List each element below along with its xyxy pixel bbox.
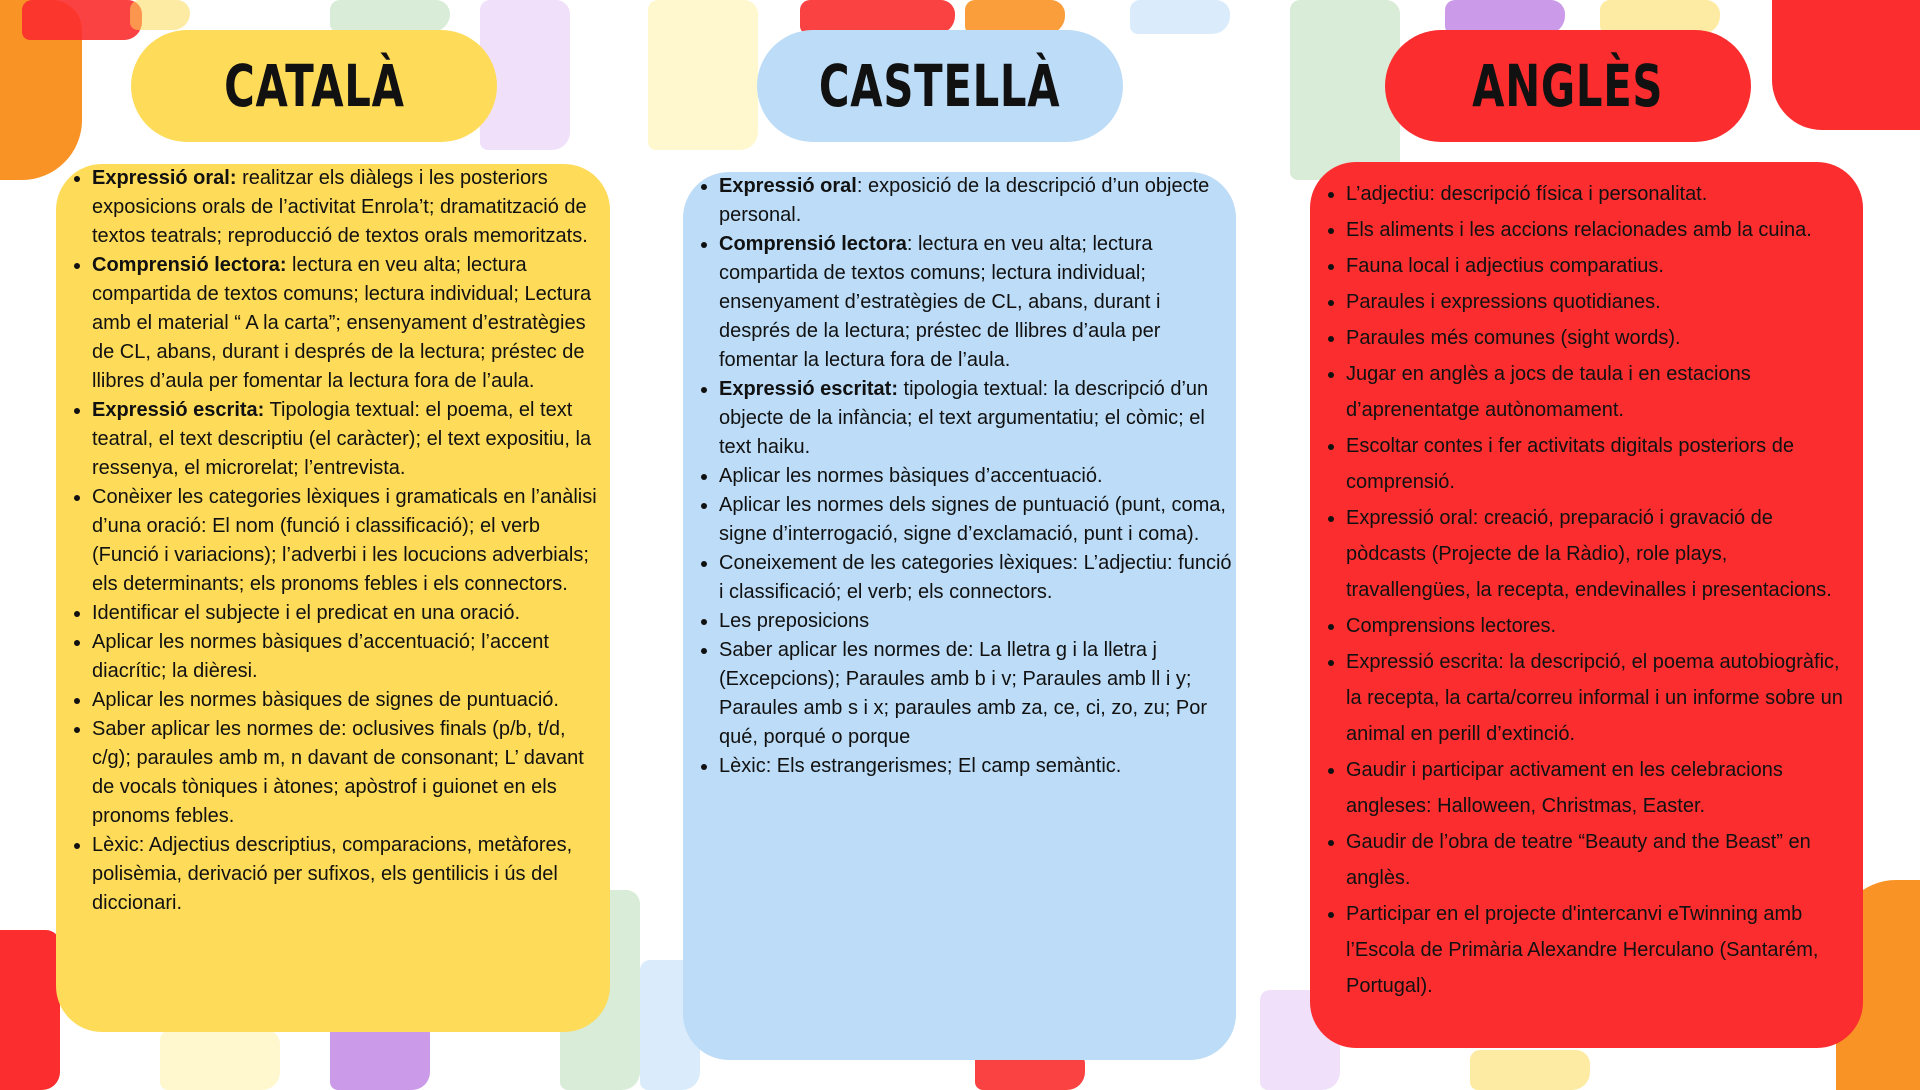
paint-stroke-red-topleft <box>22 0 142 40</box>
title-angles: ANGLÈS <box>1472 52 1664 120</box>
list-item <box>92 686 600 715</box>
panel-castella <box>683 172 1236 1060</box>
list-item <box>1346 824 1855 896</box>
item-text: Gaudir de l’obra de teatre “Beauty and the Beast” en anglès. <box>1346 831 1811 889</box>
list-item <box>92 483 600 599</box>
item-text: Identificar el subjecte i el predicat en una oració. <box>92 602 521 624</box>
list-item <box>1346 644 1855 752</box>
paint-stroke-green-top <box>330 0 450 32</box>
panel-angles <box>1310 162 1863 1048</box>
list-item <box>92 251 600 396</box>
list-item <box>1346 428 1855 500</box>
list-castella <box>683 172 1236 781</box>
item-text: Expressió escrita: la descripció, el poema autobiogràfic, la recepta, la carta/correu informal i un informe sobre un animal en perill d’extinció. <box>1346 651 1843 745</box>
paint-stroke-yellow-mid <box>648 0 758 150</box>
item-text: Lèxic: Els estrangerismes; El camp semàntic. <box>719 755 1122 777</box>
item-text: Els aliments i les accions relacionades amb la cuina. <box>1346 219 1812 241</box>
title-catala: CATALÀ <box>223 52 405 120</box>
item-text: Conèixer les categories lèxiques i gramaticals en l’anàlisi d’una oració: El nom (funció i classificació); el verb (Funció i variacions); l’adverbi i les locucions adverbials; els determinants; els pronoms febles i els connectors. <box>92 486 597 595</box>
paint-stroke-green-topright <box>1290 0 1400 180</box>
list-angles <box>1310 176 1855 1004</box>
item-lead: Expressió oral <box>719 175 857 197</box>
title-catala-pill <box>131 30 497 142</box>
paint-stroke-yellow-top <box>130 0 190 30</box>
item-text: Escoltar contes i fer activitats digitals posteriors de comprensió. <box>1346 435 1794 493</box>
item-text: Aplicar les normes bàsiques d’accentuació. <box>719 465 1103 487</box>
paint-stroke-red-topright <box>1772 0 1920 130</box>
item-text: Coneixement de les categories lèxiques: L’adjectiu: funció i classificació; el verb; els connectors. <box>719 552 1232 603</box>
item-text: Lèxic: Adjectius descriptius, comparacions, metàfores, polisèmia, derivació per sufixos, els gentilicis i ús del diccionari. <box>92 834 573 914</box>
item-text: Fauna local i adjectius comparatius. <box>1346 255 1664 277</box>
item-text: Paraules i expressions quotidianes. <box>1346 291 1661 313</box>
title-angles-pill <box>1385 30 1751 142</box>
item-lead: Expressió escritat: <box>719 378 898 400</box>
item-text: tipologia textual: la descripció d’un objecte de la infància; el text argumentatiu; el còmic; el text haiku. <box>719 378 1209 458</box>
item-lead: Expressió escrita: <box>92 399 265 421</box>
item-lead: Comprensió lectora <box>719 233 907 255</box>
paint-stroke-red-top <box>800 0 955 34</box>
list-item <box>719 607 1236 636</box>
list-item <box>1346 896 1855 1004</box>
list-item <box>1346 248 1855 284</box>
item-text: Expressió oral: creació, preparació i gravació de pòdcasts (Projecte de la Ràdio), role plays, travallengües, la recepta, endevinalles i presentacions. <box>1346 507 1832 601</box>
paint-stroke-yellow-bottom <box>160 1030 280 1090</box>
list-catala <box>56 164 600 918</box>
paint-stroke-purple-top <box>1445 0 1565 34</box>
item-text: Les preposicions <box>719 610 870 632</box>
list-item <box>92 599 600 628</box>
paint-stroke-orange-top <box>965 0 1065 34</box>
list-item <box>1346 320 1855 356</box>
list-item <box>1346 176 1855 212</box>
list-item <box>92 164 600 251</box>
item-text: Jugar en anglès a jocs de taula i en estacions d’aprenentatge autònomament. <box>1346 363 1751 421</box>
list-item <box>1346 212 1855 248</box>
list-item <box>719 172 1236 230</box>
list-item <box>719 549 1236 607</box>
list-item <box>719 230 1236 375</box>
title-castella: CASTELLÀ <box>819 52 1061 120</box>
paint-stroke-red-bottomleft <box>0 930 60 1090</box>
paint-stroke-blue-top <box>1130 0 1230 34</box>
item-text: L’adjectiu: descripció física i personalitat. <box>1346 183 1708 205</box>
title-castella-pill <box>757 30 1123 142</box>
item-text: Tipologia textual: el poema, el text teatral, el text descriptiu (el caràcter); el text expositiu, la ressenya, el microrelat; l’entrevista. <box>92 399 592 479</box>
list-item <box>92 715 600 831</box>
item-text: Saber aplicar les normes de: La lletra g i la lletra j (Excepcions); Paraules amb b i v; Paraules amb ll i y; Paraules amb s i x; paraules amb za, ce, ci, zo, zu; Por qué, porqué o porque <box>719 639 1207 748</box>
item-text: Participar en el projecte d'intercanvi eTwinning amb l’Escola de Primària Alexandre Herculano (Santarém, Portugal). <box>1346 903 1819 997</box>
list-item <box>719 491 1236 549</box>
item-text: realitzar els diàlegs i les posteriors exposicions orals de l’activitat Enrola’t; dramatització de textos teatrals; reproducció de textos orals memoritzats. <box>92 167 588 247</box>
list-item <box>92 396 600 483</box>
list-item <box>1346 752 1855 824</box>
item-text: : exposició de la descripció d’un objecte personal. <box>719 175 1210 226</box>
item-text: Paraules més comunes (sight words). <box>1346 327 1681 349</box>
item-text: Saber aplicar les normes de: oclusives finals (p/b, t/d, c/g); paraules amb m, n davant de consonant; L’ davant de vocals tòniques i àtones; apòstrof i guionet en els pronoms febles. <box>92 718 584 827</box>
paint-stroke-yellow-topright <box>1600 0 1720 34</box>
item-text: Aplicar les normes bàsiques de signes de puntuació. <box>92 689 559 711</box>
item-text: lectura en veu alta; lectura compartida de textos comuns; lectura individual; Lectura amb el material “ A la carta”; ensenyament d’estratègies de CL, abans, durant i després de la lectura; préstec de llibres d’aula per fomentar la lectura fora de l’aula. <box>92 254 592 392</box>
list-item <box>1346 284 1855 320</box>
list-item <box>1346 500 1855 608</box>
list-item <box>719 752 1236 781</box>
item-lead: Comprensió lectora: <box>92 254 287 276</box>
item-lead: Expressió oral: <box>92 167 237 189</box>
item-text: : lectura en veu alta; lectura compartida de textos comuns; lectura individual; ensenyament d’estratègies de CL, abans, durant i després de la lectura; préstec de llibres d’aula per fomentar la lectura fora de l’aula. <box>719 233 1161 371</box>
panel-catala <box>56 164 610 1032</box>
paint-stroke-yellow-bottomright <box>1470 1050 1590 1090</box>
list-item <box>1346 608 1855 644</box>
list-item <box>719 375 1236 462</box>
item-text: Comprensions lectores. <box>1346 615 1557 637</box>
item-text: Gaudir i participar activament en les celebracions angleses: Halloween, Christmas, Easter. <box>1346 759 1783 817</box>
list-item <box>92 628 600 686</box>
list-item <box>719 636 1236 752</box>
list-item <box>719 462 1236 491</box>
list-item <box>92 831 600 918</box>
list-item <box>1346 356 1855 428</box>
item-text: Aplicar les normes dels signes de puntuació (punt, coma, signe d’interrogació, signe d’exclamació, punt i coma). <box>719 494 1226 545</box>
item-text: Aplicar les normes bàsiques d’accentuació; l’accent diacrític; la dièresi. <box>92 631 549 682</box>
